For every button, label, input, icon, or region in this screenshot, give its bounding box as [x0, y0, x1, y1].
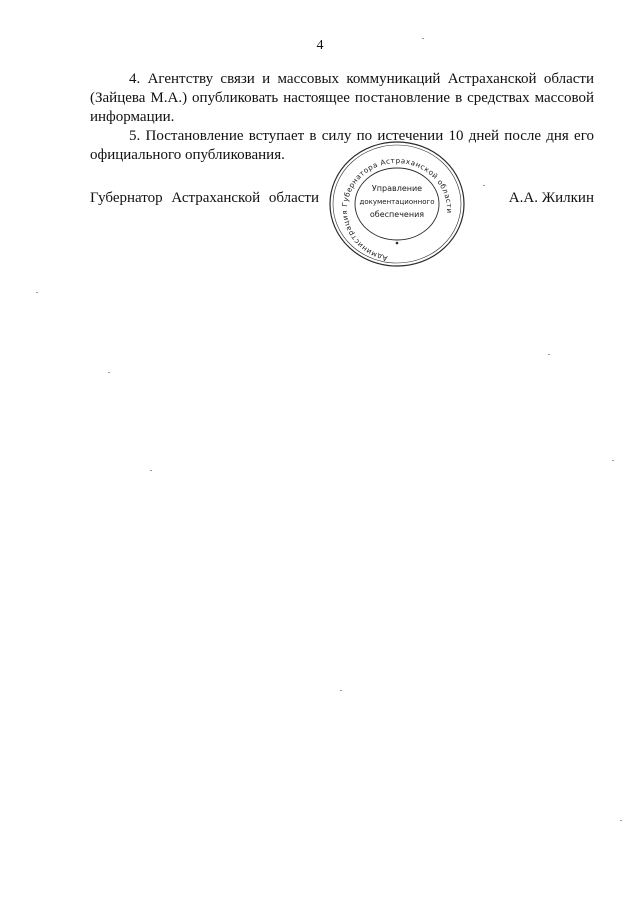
seal-center-line-1: Управление: [371, 184, 423, 193]
scan-speck: [612, 460, 614, 461]
scan-speck: [548, 354, 550, 355]
page-number: 4: [316, 38, 324, 53]
scan-speck: [340, 690, 342, 691]
paragraph-item-5: 5. Постановление вступает в силу по истечении 10 дней после дня его официального опубликования.: [90, 128, 594, 163]
scan-speck: [483, 185, 485, 186]
official-seal-stamp: [327, 140, 467, 268]
scan-speck: [422, 38, 424, 39]
scan-speck: [36, 292, 38, 293]
signer-name: А.А. Жилкин: [508, 190, 594, 206]
signer-title: Губернатор Астраханской области: [90, 190, 320, 206]
seal-center-line-2: документационного: [359, 198, 435, 206]
scan-speck: [108, 372, 110, 373]
paragraph-item-4: 4. Агентству связи и массовых коммуникаций Астраханской области (Зайцева М.А.) опубликовать настоящее постановление в средствах массовой информации.: [90, 71, 594, 125]
scan-speck: [620, 820, 622, 821]
seal-center-line-3: обеспечения: [369, 210, 425, 219]
seal-ring-text: Администрация Губернатора Астраханской области: [339, 155, 455, 264]
scan-speck: [150, 470, 152, 471]
seal-dot: [396, 242, 399, 245]
